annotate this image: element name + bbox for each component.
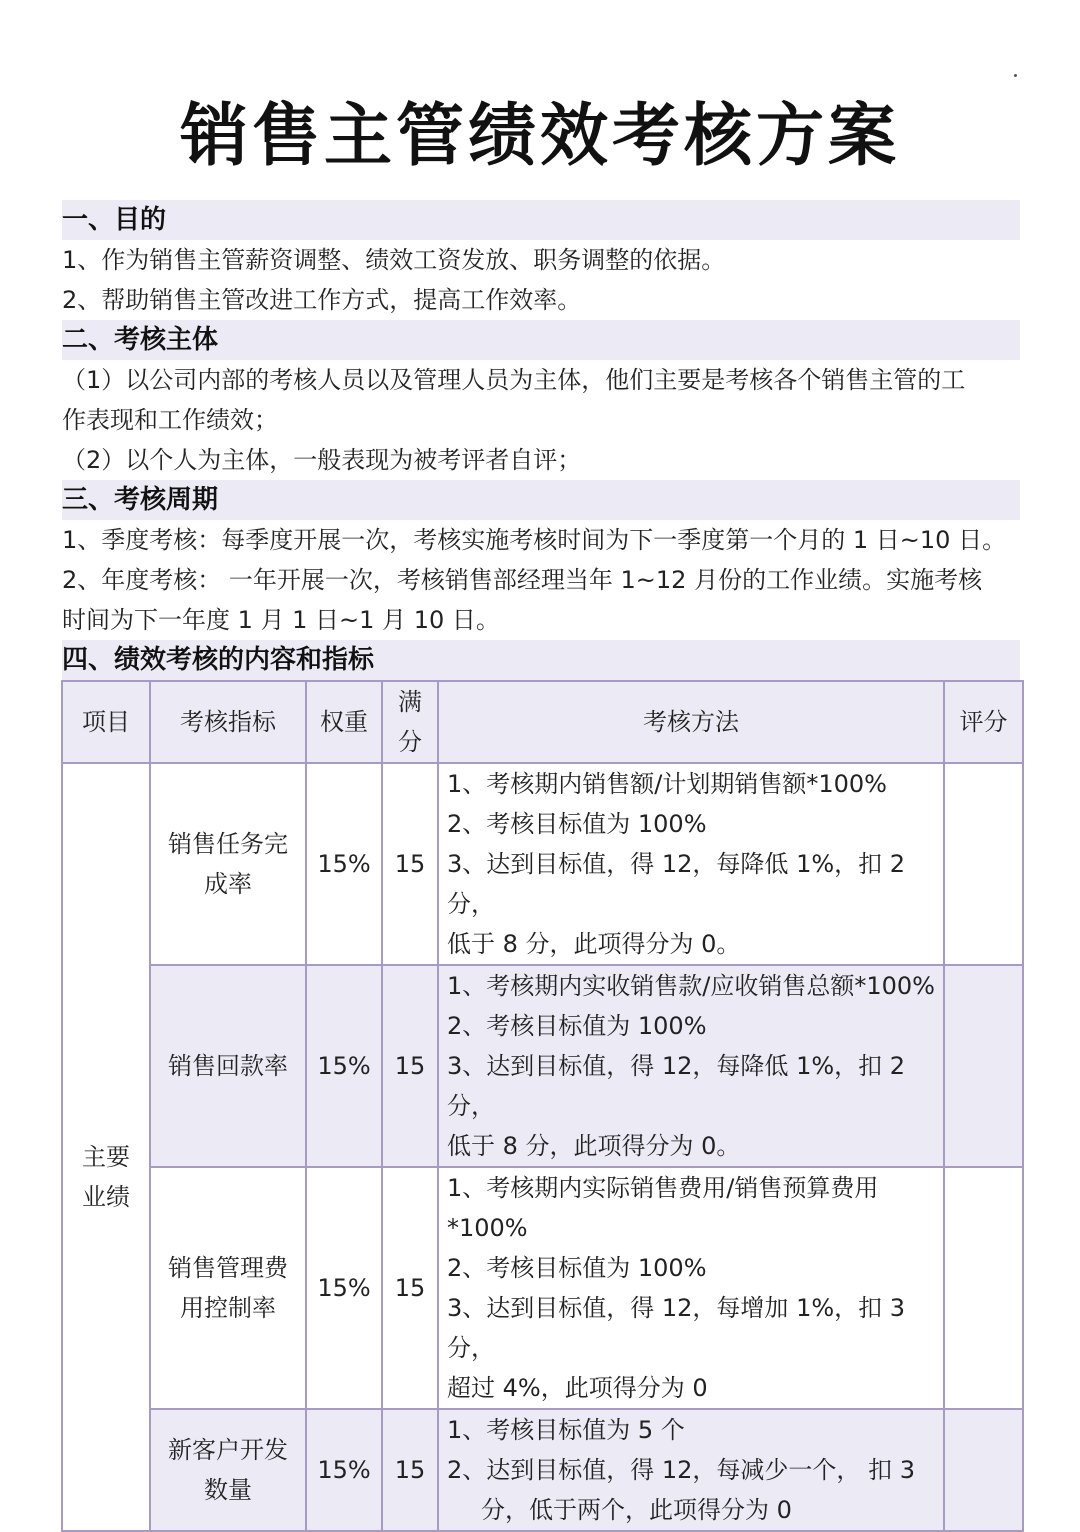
- score-cell[interactable]: [944, 965, 1023, 1167]
- table-row: [62, 1409, 1023, 1531]
- paragraph-line: （1）以公司内部的考核人员以及管理人员为主体，他们主要是考核各个销售主管的工: [62, 366, 966, 394]
- header-method: 考核方法: [438, 681, 944, 763]
- method-line: 分，低于两个，此项得分为 0: [481, 1496, 792, 1524]
- paragraph-line: 时间为下一年度 1 月 1 日~1 月 10 日。: [62, 606, 500, 634]
- indicator-line: 用控制率: [180, 1294, 276, 1322]
- method-line: *100%: [447, 1214, 528, 1242]
- group-label-line: 主要: [82, 1143, 130, 1171]
- page-title: 销售主管绩效考核方案: [179, 97, 900, 176]
- method-line: 1、考核期内实收销售款/应收销售总额*100%: [447, 972, 935, 1000]
- paragraph-line: 作表现和工作绩效；: [62, 406, 278, 434]
- method-cell: [438, 763, 944, 965]
- section-heading: 四、绩效考核的内容和指标: [62, 640, 1020, 680]
- indicator-cell: [150, 965, 306, 1167]
- method-line: 3、达到目标值，得 12，每降低 1%，扣 2 分，: [447, 850, 906, 918]
- method-line: 2、考核目标值为 100%: [447, 1012, 707, 1040]
- indicator-line: 成率: [204, 870, 252, 898]
- section-heading: 二、考核主体: [62, 320, 1020, 360]
- method-line: 1、考核期内销售额/计划期销售额*100%: [447, 770, 887, 798]
- group-label-line: 业绩: [82, 1183, 130, 1211]
- method-line: 1、考核目标值为 5 个: [447, 1416, 685, 1444]
- weight-cell: 15%: [306, 1167, 382, 1409]
- section-subject: [62, 320, 1020, 480]
- method-line: 低于 8 分，此项得分为 0。: [447, 930, 741, 958]
- kpi-table: [61, 680, 1024, 1532]
- indicator-line: 销售回款率: [168, 1052, 288, 1080]
- method-cell: [438, 1167, 944, 1409]
- method-cell: [438, 1409, 944, 1531]
- section-heading: 三、考核周期: [62, 480, 1020, 520]
- method-line: 3、达到目标值，得 12，每增加 1%，扣 3 分，: [447, 1294, 906, 1362]
- section-content-indicators: [62, 640, 1020, 680]
- group-cell: [62, 763, 150, 1531]
- table-row: [62, 763, 1023, 965]
- corner-dot: [1014, 74, 1017, 77]
- table-row: [62, 1167, 1023, 1409]
- paragraph-line: 2、帮助销售主管改进工作方式，提高工作效率。: [62, 286, 582, 314]
- header-full-b: 分: [398, 728, 422, 756]
- full-score-cell: 15: [382, 1409, 438, 1531]
- indicator-cell: [150, 1167, 306, 1409]
- header-indicator: 考核指标: [150, 681, 306, 763]
- header-score: 评分: [944, 681, 1023, 763]
- header-full-score: [382, 681, 438, 763]
- paragraph-line: 1、作为销售主管薪资调整、绩效工资发放、职务调整的依据。: [62, 246, 726, 274]
- score-cell[interactable]: [944, 1167, 1023, 1409]
- method-line: 1、考核期内实际销售费用/销售预算费用: [447, 1174, 879, 1202]
- method-line: 2、考核目标值为 100%: [447, 810, 707, 838]
- paragraph-line: 2、年度考核： 一年开展一次，考核销售部经理当年 1~12 月份的工作业绩。实施考核: [62, 566, 983, 594]
- full-score-cell: 15: [382, 965, 438, 1167]
- paragraph-line: 1、季度考核：每季度开展一次，考核实施考核时间为下一季度第一个月的 1 日~10 日。: [62, 526, 1007, 554]
- indicator-cell: [150, 763, 306, 965]
- header-full-a: 满: [398, 688, 422, 716]
- indicator-line: 新客户开发: [168, 1436, 288, 1464]
- table-header-row: [62, 681, 1023, 763]
- indicator-cell: [150, 1409, 306, 1531]
- section-cycle: [62, 480, 1020, 640]
- method-line: 2、考核目标值为 100%: [447, 1254, 707, 1282]
- method-line: 超过 4%，此项得分为 0: [447, 1374, 708, 1402]
- method-cell: [438, 965, 944, 1167]
- score-cell[interactable]: [944, 763, 1023, 965]
- method-line: 2、达到目标值，得 12，每减少一个， 扣 3: [447, 1456, 915, 1484]
- section-heading: 一、目的: [62, 200, 1020, 240]
- weight-cell: 15%: [306, 763, 382, 965]
- indicator-line: 数量: [204, 1476, 252, 1504]
- score-cell[interactable]: [944, 1409, 1023, 1531]
- full-score-cell: 15: [382, 1167, 438, 1409]
- section-purpose: [62, 200, 1020, 320]
- header-weight: 权重: [306, 681, 382, 763]
- header-item: 项目: [62, 681, 150, 763]
- full-score-cell: 15: [382, 763, 438, 965]
- indicator-line: 销售管理费: [168, 1254, 288, 1282]
- weight-cell: 15%: [306, 965, 382, 1167]
- paragraph-line: （2）以个人为主体，一般表现为被考评者自评；: [62, 446, 582, 474]
- method-line: 3、达到目标值，得 12，每降低 1%，扣 2 分，: [447, 1052, 906, 1120]
- method-line: 低于 8 分，此项得分为 0。: [447, 1132, 741, 1160]
- weight-cell: 15%: [306, 1409, 382, 1531]
- indicator-line: 销售任务完: [168, 830, 288, 858]
- table-row: [62, 965, 1023, 1167]
